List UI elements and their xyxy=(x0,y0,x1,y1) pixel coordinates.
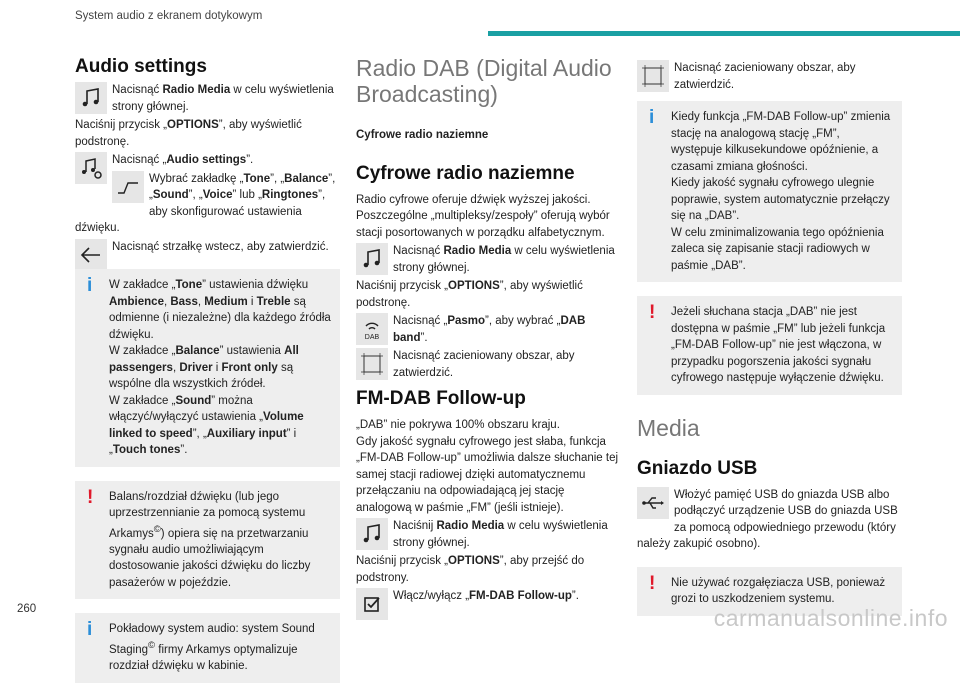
section-usb-port: Gniazdo USB xyxy=(637,457,758,479)
step-toggle-follow-up: Włącz/wyłącz „FM-DAB Follow-up”. xyxy=(356,588,621,605)
heading-radio-dab: Radio DAB (Digital Audio Broadcasting) xyxy=(356,55,612,107)
dab-radio-icon xyxy=(356,313,388,345)
warning-note-balance: ! Balans/rozdział dźwięku (lub jego uprzestrzennianie za pomocą systemu Arkamys©) opiera się na przetwarzaniu sygnału audio umożliwiającym dostosowanie jakości dźwięku do liczby pasażerów w pojeździe. xyxy=(75,481,340,600)
page-number: 260 xyxy=(17,603,37,615)
warning-icon: ! xyxy=(649,572,656,594)
header-title: System audio z ekranem dotykowym xyxy=(75,10,263,22)
music-note-icon xyxy=(75,82,107,114)
warning-note-usb-hub: ! Nie używać rozgałęziacza USB, ponieważ grozi to uszkodzeniem systemu. xyxy=(637,567,902,616)
options-instruction: Naciśnij przycisk „OPTIONS”, aby przejść do podstrony. xyxy=(356,555,585,584)
info-note-sound-staging: i Pokładowy system audio: system Sound Staging© firmy Arkamys optymalizuje rozdział dźwięku w kabinie. xyxy=(75,613,340,682)
warning-note-dab-unavailable: ! Jeżeli słuchana stacja „DAB” nie jest dostępna w paśmie „FM” lub jeżeli funkcja „FM-DAB Follow-up” nie jest włączona, w przypadku pogorszenia jakości sygnału cyfrowego następuje wyłączenie dźwięku. xyxy=(637,296,902,395)
shaded-area-icon xyxy=(637,60,669,92)
section-digital-radio: Cyfrowe radio naziemne xyxy=(356,162,575,184)
watermark: carmanualsonline.info xyxy=(713,605,948,631)
info-note-follow-up-delay: i Kiedy funkcja „FM-DAB Follow-up” zmienia stację na analogową stację „FM”, występuje kilkusekundowe opóźnienie, a czasami zmiana głośności. Kiedy jakość sygnału cyfrowego ulegnie poprawie, system automatycznie przełączy się na „DAB”. W celu zminimalizowania tego opóźnienia zaleca się zapisanie stacji radiowych w paśmie „DAB”. xyxy=(637,101,902,282)
step-shaded-area: Nacisnąć zacieniowany obszar, aby zatwierdzić. xyxy=(356,348,621,381)
info-icon: i xyxy=(87,275,93,296)
step-dab-band: DAB Nacisnąć „Pasmo”, aby wybrać „DAB band”. xyxy=(356,313,621,346)
paragraph: „DAB” nie pokrywa 100% obszaru kraju. xyxy=(356,419,560,431)
info-icon: i xyxy=(649,107,655,128)
column-audio-settings xyxy=(75,55,340,693)
section-fm-dab-follow-up: FM-DAB Follow-up xyxy=(356,388,526,409)
step-shaded-area: Nacisnąć zacieniowany obszar, aby zatwierdzić. xyxy=(637,60,902,93)
step-usb: Włożyć pamięć USB do gniazda USB albo podłączyć urządzenie USB do gniazda USB za pomocą odpowiedniego przewodu (który należy zakupić osobno). xyxy=(637,488,898,550)
header-accent-bar xyxy=(488,31,960,36)
step-radio-media: Naciśnij Radio Media w celu wyświetlenia strony głównej. xyxy=(356,518,621,551)
heading-audio-settings: Audio settings xyxy=(75,56,207,77)
usb-icon xyxy=(637,487,669,519)
shaded-area-icon xyxy=(356,348,388,380)
warning-icon: ! xyxy=(649,302,656,323)
svg-text:DAB: DAB xyxy=(364,334,380,341)
checkbox-icon xyxy=(356,588,388,620)
info-note-tone: i W zakładce „Tone” ustawienia dźwięku Ambience, Bass, Medium i Treble są odmienne (i niezależne) dla każdego źródła dźwięku. W zakładce „Balance” ustawienia All passengers, Driver i Front only są wspólne dla wszystkich źródeł. W zakładce „Sound” można włączyć/wyłączyć ustawienia „Volume linked to speed”, „Auxiliary input” i „Touch tones”. xyxy=(75,269,340,467)
step-radio-media: Nacisnąć Radio Media w celu wyświetlenia strony głównej. xyxy=(356,243,621,276)
music-note-icon xyxy=(356,243,388,275)
music-note-icon xyxy=(356,518,388,550)
column-media xyxy=(637,58,902,626)
step-audio-settings: Nacisnąć „Audio settings”. xyxy=(75,152,340,169)
options-instruction: Naciśnij przycisk „OPTIONS”, aby wyświetlić podstronę. xyxy=(75,119,302,148)
options-instruction: Naciśnij przycisk „OPTIONS”, aby wyświetlić podstronę. xyxy=(356,280,583,309)
warning-icon: ! xyxy=(87,486,94,508)
step-back-arrow: Nacisnąć strzałkę wstecz, aby zatwierdzić. xyxy=(75,239,340,256)
paragraph: Gdy jakość sygnału cyfrowego jest słaba, funkcja „FM-DAB Follow-up” umożliwia dalsze słuchanie tej samej stacji radiowej dzięki automatycznemu przełączaniu na odpowiadającą jej stację analogową w paśmie „FM” (jeśli istnieje). xyxy=(356,435,619,514)
step-radio-media: Nacisnąć Radio Media w celu wyświetlenia strony głównej. xyxy=(75,82,340,115)
paragraph: Radio cyfrowe oferuje dźwięk wyższej jakości. xyxy=(356,193,591,206)
step-select-tab: Wybrać zakładkę „Tone”, „Balance”, „Sound”, „Voice” lub „Ringtones”, aby skonfigurować ustawienia dźwięku. xyxy=(75,172,336,234)
heading-media: Media xyxy=(637,414,700,441)
back-arrow-icon xyxy=(75,239,107,271)
paragraph: Poszczególne „multipleksy/zespoły” oferują wybór stacji posortowanych w porządku alfabetycznym. xyxy=(356,210,610,239)
info-icon: i xyxy=(87,619,93,641)
subheading-digital-radio: Cyfrowe radio naziemne xyxy=(356,129,489,141)
tab-icon xyxy=(112,171,144,203)
column-radio-dab xyxy=(356,55,621,622)
